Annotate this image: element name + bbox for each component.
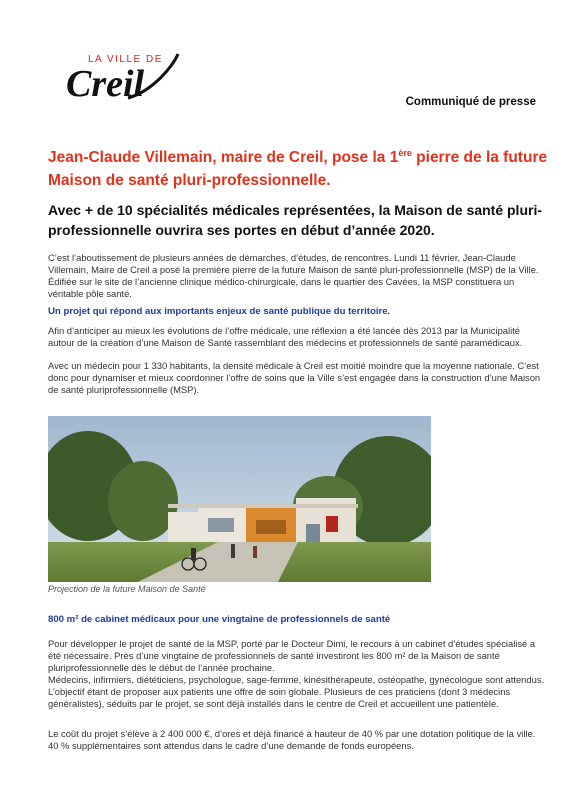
paragraph-cost: Le coût du projet s’élève à 2 400 000 €, d’ores et déjà financé à hauteur de 40 % par une dotation politique de la ville. 40 % supplémentaires sont attendus dans le cadre d’une demande de fonds européens. bbox=[48, 728, 536, 751]
photo-caption: Projection de la future Maison de Santé bbox=[48, 584, 206, 594]
section-heading-territory: Un projet qui répond aux importants enjeux de santé publique du territoire. bbox=[48, 306, 391, 317]
page-title: Jean-Claude Villemain, maire de Creil, pose la 1ère pierre de la future Maison de santé pluri-professionnelle. bbox=[48, 147, 548, 189]
paragraph-anticipation: Afin d’anticiper au mieux les évolutions de l’offre médicale, une réflexion a été lancée dès 2013 par la Municipalité autour de la création d’une Maison de Santé rassemblant des médecins et professionnels de santé paramédicaux. bbox=[48, 325, 523, 348]
paragraph-density: Avec un médecin pour 1 330 habitants, la densité médicale à Creil est moitié moindre que la moyenne nationale. C’est donc pour dynamiser et mieux coordonner l’offre de soins que la Ville s’est engagée dans la construction d’une Maison de santé pluriprofessionnelle (MSP). bbox=[48, 360, 541, 395]
logo-text-top: LA VILLE DE bbox=[88, 54, 163, 65]
paragraph-project: Pour développer le projet de santé de la MSP, porté par le Docteur Dimi, le recours à un cabinet d’études spécialisé a été nécessaire. Près d’une vingtaine de professionnels de santé investiront les 800 m² de la Maison de santé pluriprofessionnelle dès le début de l’année prochaine. bbox=[48, 638, 536, 673]
building-render-image bbox=[48, 416, 431, 582]
logo-text-main: Creil bbox=[66, 63, 145, 105]
section-heading-surface: 800 m² de cabinet médicaux pour une vingtaine de professionnels de santé bbox=[48, 614, 391, 625]
page-subtitle: Avec + de 10 spécialités médicales représentées, la Maison de santé pluri-professionnelle ouvrira ses portes en début d’année 2020. bbox=[48, 202, 542, 238]
intro-paragraph: C’est l’aboutissement de plusieurs années de démarches, d’études, de rencontres. Lundi 11 février, Jean-Claude Villemain, Maire de Creil a posé la première pierre de la future Maison de santé pluri-professionnelle (MSP) de la Ville. Édifiée sur le site de l’ancienne clinique médico-chirurgicale, dans le quartier des Cavées, la MSP constituera un véritable pôle santé. bbox=[48, 252, 539, 299]
paragraph-professions: Médecins, infirmiers, diététiciens, psychologue, sage-femme, kinésithérapeute, ostéopathe, gynécologue sont attendus. L’objectif étant de proposer aux patients une offre de soin globale. Plusieurs de ces praticiens (dont 3 médecins généralistes), séduits par le projet, se sont déjà installés dans le centre de Creil et accueillent une patientèle. bbox=[48, 674, 545, 709]
press-release-label: Communiqué de presse bbox=[405, 96, 536, 108]
creil-logo bbox=[58, 46, 188, 108]
